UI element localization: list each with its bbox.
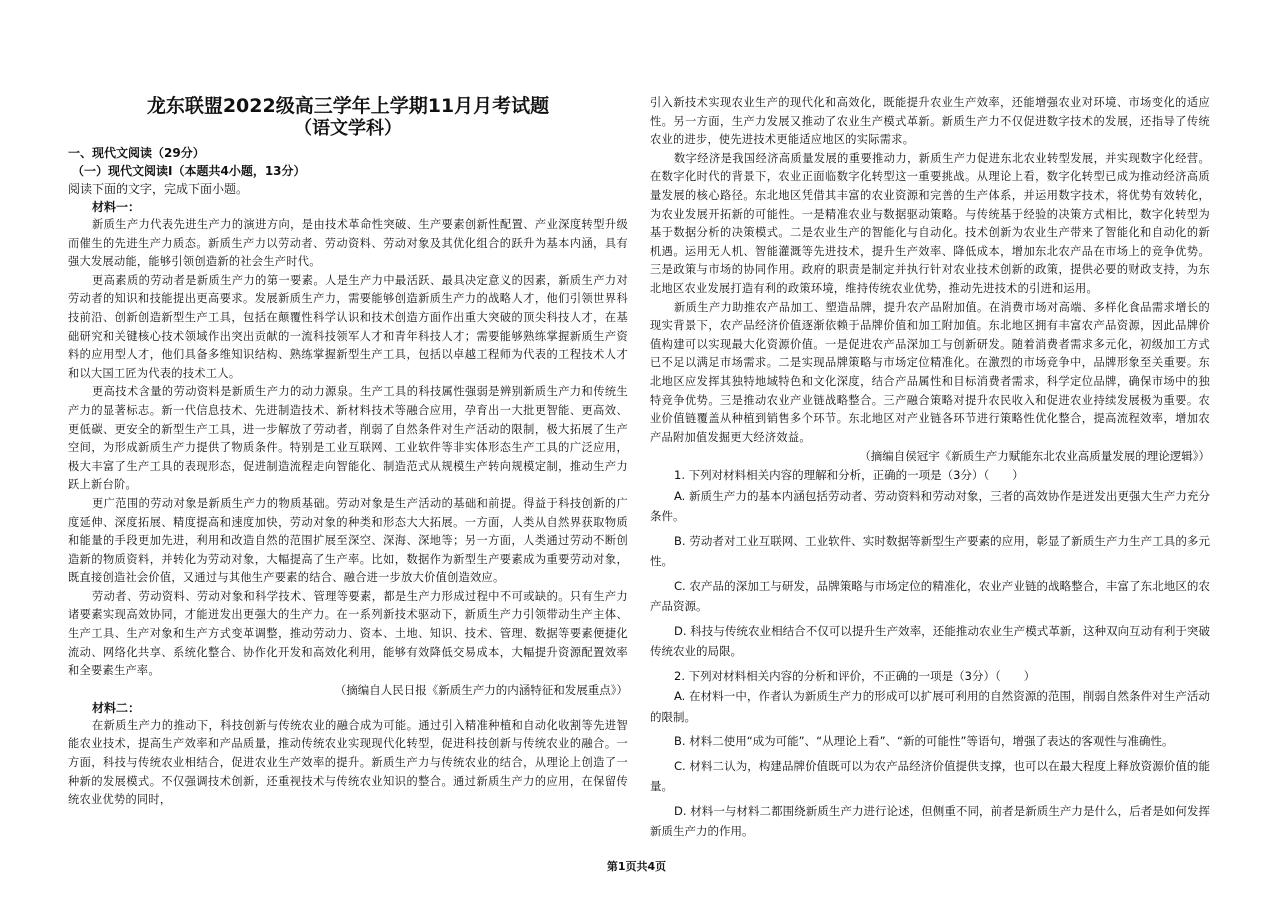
material1-paragraph: 新质生产力代表先进生产力的演进方向，是由技术革命性突破、生产要素创新性配置、产业深度转型升级而催生的先进生产力质态。新质生产力以劳动者、劳动资料、劳动对象及其优化组合的跃升为基本内涵，具有强大发展动能，能够引领创造新的社会生产时代。	[68, 218, 628, 269]
material1-source: （摘编自人民日报《新质生产力的内涵特征和发展重点》）	[334, 682, 628, 697]
material2-paragraph: 数字经济是我国经济高质量发展的重要推动力，新质生产力促进东北农业转型发展，并实现数字化经营。在数字化时代的背景下，农业正面临数字化转型这一重要挑战。从理论上看，数字化转型已成为推动经济高质量发展的核心路径。东北地区凭借其丰富的农业资源和完善的生产体系，并运用数字技术，将优势有效转化，为农业发展开拓新的可能性。一是精准农业与数据驱动策略。与传统基于经验的决策方式相比，数字化转型为基于数据分析的决策模式。二是农业生产的智能化与自动化。技术创新为农业生产带来了智能化和自动化的新机遇。运用无人机、智能灌溉等先进技术，提升生产效率、降低成本，增加东北农产品在市场上的竞争优势。三是政策与市场的协同作用。政府的职责是制定并执行针对农业技术创新的政策，提供必要的财政支持，为东北地区农业发展打造有利的政策环境，维持传统农业优势，推动先进技术的引进和运用。	[650, 151, 1210, 295]
material1-paragraph: 更高技术含量的劳动资料是新质生产力的动力源泉。生产工具的科技属性强弱是辨别新质生产力和传统生产力的显著标志。新一代信息技术、先进制造技术、新材料技术等融合应用，孕育出一大批更智能、更高效、更低碳、更安全的新型生产工具，进一步解放了劳动者，削弱了自然条件对生产活动的限制，极大拓展了生产空间，为形成新质生产力提供了物质条件。特别是工业互联网、工业软件等非实体形态生产工具的广泛应用，极大丰富了生产工具的表现形态，促进制造流程走向智能化、制造范式从规模生产转向规模定制，推动生产力跃上新台阶。	[68, 385, 628, 492]
material2-label: 材料二：	[92, 700, 141, 715]
exam-subtitle: （语文学科）	[294, 118, 402, 139]
section-heading: 一、现代文阅读（29分）	[68, 146, 205, 160]
page-number: 第1页共4页	[606, 860, 667, 873]
material1-label: 材料一：	[92, 200, 141, 214]
question-2-option-b: B. 材料二使用“成为可能”、“从理论上看”、“新的可能性”等语句，增强了表达的客观性与准确性。	[674, 734, 1174, 749]
material1-paragraph: 更广范围的劳动对象是新质生产力的物质基础。劳动对象是生产活动的基础和前提。得益于科技创新的广度延伸、深度拓展、精度提高和速度加快，劳动对象的种类和形态大大拓展。一方面，人类从自然界获取物质和能量的手段更加先进，利用和改造自然的范围扩展至深空、深海、深地等；另一方面，人类通过劳动不断创造新的物质资料，并转化为劳动对象，大幅提高了生产率。比如，数据作为新型生产要素成为重要劳动对象，既直接创造社会价值，又通过与其他生产要素的结合、融合进一步放大价值创造效应。	[68, 496, 628, 585]
material2-paragraph-continued: 引入新技术实现农业生产的现代化和高效化，既能提升农业生产效率，还能增强农业对环境、市场变化的适应性。另一方面，生产力发展又推动了农业生产模式革新。新质生产力不仅促进数字技术的发展，还指导了传统农业的进步，使先进技术更能适应地区的实际需求。	[650, 96, 1210, 147]
question-1-option-d: D. 科技与传统农业相结合不仅可以提升生产效率，还能推动农业生产模式革新，这种双向互动有利于突破传统农业的局限。	[650, 623, 1210, 659]
question-1-option-c: C. 农产品的深加工与研发，品牌策略与市场定位的精准化，农业产业链的战略整合，丰富了东北地区的农产品资源。	[650, 578, 1210, 614]
right-column	[650, 94, 1210, 846]
material2-source: （摘编自侯冠宇《新质生产力赋能东北农业高质量发展的理论逻辑》）	[859, 449, 1210, 464]
exam-title: 龙东联盟2022级高三学年上学期11月月考试题	[146, 95, 550, 117]
material2-paragraph: 在新质生产力的推动下，科技创新与传统农业的融合成为可能。通过引入精准种植和自动化收割等先进智能农业技术，提高生产效率和产品质量，推动传统农业实现现代化转型，促进科技创新与传统农业的融合。一方面，科技与传统农业相结合，促进农业生产效率的提升。新质生产力与传统农业的结合，从理论上创造了一种新的发展模式。不仅强调技术创新，还重视技术与传统农业知识的整合。通过新质生产力的应用，在保留传统农业优势的同时，	[68, 718, 628, 807]
question-2-stem: 2. 下列对材料相关内容的分析和评价，不正确的一项是（3分）（ ）	[674, 668, 1036, 683]
section-subheading: （一）现代文阅读Ⅰ（本题共4小题，13分）	[72, 164, 306, 178]
material2-paragraph: 新质生产力助推农产品加工、塑造品牌，提升农产品附加值。在消费市场对高端、多样化食品需求增长的现实背景下，农产品经济价值逐渐依赖于品牌价值和加工附加值。东北地区拥有丰富农产品资源，因此品牌价值构建可以实现最大化资源价值。一是促进农产品深加工与创新研发。随着消费者需求多元化，初级加工方式已不足以满足市场需求。二是实现品牌策略与市场定位精准化。在激烈的市场竞争中，品牌形象至关重要。东北地区应发挥其独特地域特色和文化深度，结合产品属性和目标消费者需求，科学定位品牌，确保市场中的独特竞争优势。三是推动农业产业链战略整合。三产融合策略对提升农民收入和促进农业持续发展极为重要。农业价值链覆盖从种植到销售多个环节。东北地区对产业链各环节进行策略性优化整合，提高流程效率，增加农产品附加值发掘更大经济效益。	[650, 300, 1210, 444]
material1-paragraph: 劳动者、劳动资料、劳动对象和科学技术、管理等要素，都是生产力形成过程中不可或缺的。只有生产力诸要素实现高效协同，才能迸发出更强大的生产力。在一系列新技术驱动下，新质生产力引领带动生产主体、生产工具、生产对象和生产方式变革调整，推动劳动力、资本、土地、知识、技术、管理、数据等要素便捷化流动、网络化共享、系统化整合、协作化开发和高效化利用，能够有效降低交易成本，大幅提升资源配置效率和全要素生产率。	[68, 589, 628, 678]
question-2-option-c: C. 材料二认为，构建品牌价值既可以为农产品经济价值提供支撑，也可以在最大程度上释放资源价值的能量。	[650, 758, 1210, 794]
question-1-option-a: A. 新质生产力的基本内涵包括劳动者、劳动资料和劳动对象，三者的高效协作是迸发出更强大生产力充分条件。	[650, 488, 1210, 524]
material1-paragraph: 更高素质的劳动者是新质生产力的第一要素。人是生产力中最活跃、最具决定意义的因素，新质生产力对劳动者的知识和技能提出更高要求。发展新质生产力，需要能够创造新质生产力的战略人才，他们引领世界科技前沿、创新创造新型生产工具，包括在颠覆性科学认识和技术创造方面作出重大突破的顶尖科技人才，在基础研究和关键核心技术领域作出突出贡献的一流科技领军人才和青年科技人才；需要能够熟练掌握新质生产资料的应用型人才，他们具备多维知识结构、熟练掌握新型生产工具，包括以卓越工程师为代表的工程技术人才和以大国工匠为代表的技术工人。	[68, 273, 628, 380]
question-1-option-b: B. 劳动者对工业互联网、工业软件、实时数据等新型生产要素的应用，彰显了新质生产力生产工具的多元性。	[650, 533, 1210, 569]
question-1-stem: 1. 下列对材料相关内容的理解和分析，正确的一项是（3分）（ ）	[674, 468, 1024, 483]
question-2-option-a: A. 在材料一中，作者认为新质生产力的形成可以扩展可利用的自然资源的范围，削弱自然条件对生产活动的限制。	[650, 689, 1210, 724]
reading-instruction: 阅读下面的文字，完成下面小题。	[68, 182, 249, 196]
question-2-option-d: D. 材料一与材料二都围绕新质生产力进行论述，但侧重不同，前者是新质生产力是什么，后者是如何发挥新质生产力的作用。	[650, 803, 1210, 839]
left-column	[68, 94, 628, 810]
